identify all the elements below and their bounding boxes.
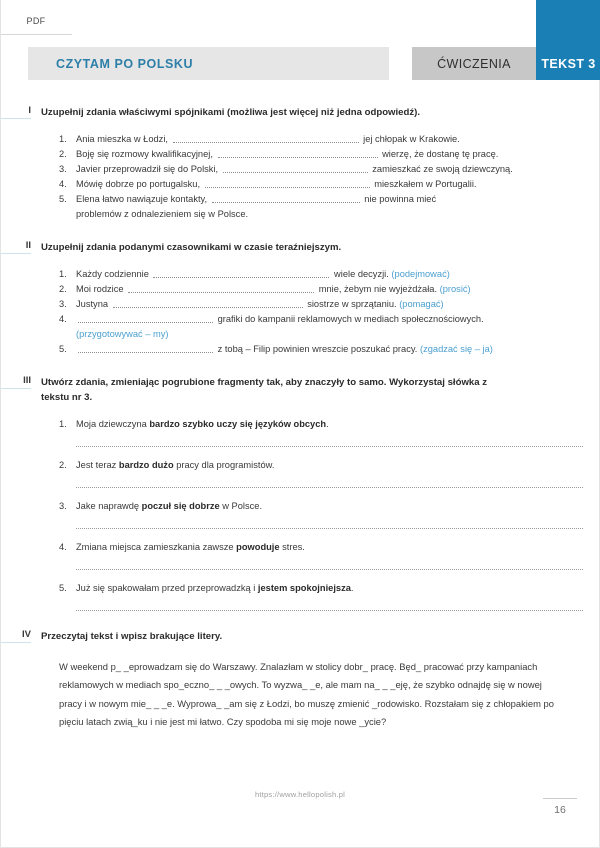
section-label: ĆWICZENIA [437, 56, 511, 71]
item-sentence [59, 581, 600, 596]
item-text: Jest teraz bardzo dużo pracy dla programistów. [76, 460, 275, 471]
answer-blank[interactable] [223, 165, 368, 173]
item-number: 5. [59, 194, 67, 205]
exercise-iii [1, 375, 600, 611]
exercise-header [1, 629, 600, 645]
item-text: Javier przeprowadził się do Polski, zamieszkać ze swoją dziewczyną. [76, 163, 513, 174]
item-number: 2. [59, 148, 67, 159]
item-number: 2. [59, 284, 67, 295]
list-item [59, 267, 600, 282]
exercise-instruction: Utwórz zdania, zmieniając pogrubione fragmenty tak, aby znaczyły to samo. Wykorzystaj słówka z tekstu nr 3. [41, 377, 488, 404]
item-number: 1. [59, 419, 67, 429]
exercise-instruction: Uzupełnij zdania podanymi czasownikami w czasie teraźniejszym. [41, 242, 342, 254]
list-item [59, 581, 600, 611]
list-item [59, 162, 600, 177]
list-item [59, 499, 600, 529]
footer-url: https://www.hellopolish.pl [254, 790, 346, 799]
item-text: Ania mieszka w Łodzi, jej chłopak w Krakowie. [76, 133, 460, 144]
reading-passage: W weekend p_ _eprowadzam się do Warszawy. Znalazłam w stolicy dobr_ pracę. Będ_ pracować przy kampaniach reklamowych w mediach spo_eczno_ _ _owych. To wyzwa_ _e, ale mam na_ _ _eję, że szybko odnajdę się w nowej pracy i w nowym mie_ _ _e. Wyprowa_ _am się z Łodzi, bo muszę zmienić _rodowisko. Rozstałam się z chłopakiem po pięciu latach zwią_ku i nie jest mi łatwo. Czy spodoba mi się moje nowe _ycie? [59, 661, 554, 728]
item-number: 2. [59, 460, 67, 471]
list-item [59, 147, 600, 162]
exercise-list [1, 105, 600, 731]
answer-line[interactable] [76, 519, 583, 529]
text-number-label: TEKST 3 [541, 57, 596, 71]
answer-line[interactable] [76, 601, 583, 611]
exercise-numeral: II [1, 240, 31, 254]
series-title-bar [28, 47, 389, 80]
item-text: Każdy codziennie wiele decyzji. (podejmować) [76, 269, 450, 279]
exercise-instruction: Uzupełnij zdania właściwymi spójnikami (możliwa jest więcej niż jedna odpowiedź). [41, 107, 421, 118]
answer-blank[interactable] [153, 270, 329, 278]
answer-blank[interactable] [113, 300, 303, 308]
item-text: Zmiana miejsca zamieszkania zawsze powoduje stres. [76, 542, 305, 553]
list-item [59, 312, 600, 327]
exercise-header [1, 240, 600, 256]
exercise-header [1, 105, 600, 121]
item-text: grafiki do kampanii reklamowych w mediach społecznościowych. [76, 312, 600, 327]
list-item [59, 417, 600, 447]
page-number: 16 [543, 798, 577, 816]
item-sentence [59, 540, 600, 555]
bold-fragment: poczuł się dobrze [141, 501, 220, 512]
list-item [59, 458, 600, 488]
item-sentence [59, 458, 600, 473]
list-item [59, 177, 600, 192]
masthead [28, 47, 596, 80]
exercise-instruction: Przeczytaj tekst i wpisz brakujące litery. [41, 631, 223, 643]
series-title: CZYTAM PO POLSKU [56, 56, 194, 71]
item-sentence [59, 499, 600, 514]
item-number: 5. [59, 344, 67, 355]
bold-fragment: jestem spokojniejsza [257, 583, 351, 594]
verb-hint: (prosić) [439, 284, 471, 295]
verb-hint: (pomagać) [399, 299, 444, 310]
item-text: Już się spakowałam przed przeprowadzką i jestem spokojniejsza. [76, 583, 354, 594]
item-text: Boję się rozmowy kwalifikacyjnej, wierzę, że dostanę tę pracę. [76, 148, 499, 159]
bold-fragment: bardzo dużo [118, 460, 174, 471]
item-text: Jake naprawdę poczuł się dobrze w Polsce. [76, 501, 263, 512]
pdf-tab-label: PDF [26, 16, 46, 26]
exercise-header [1, 375, 600, 406]
exercise-items [1, 267, 600, 357]
list-item [59, 132, 600, 147]
answer-blank[interactable] [218, 150, 378, 158]
item-number: 4. [59, 314, 67, 325]
item-number: 5. [59, 583, 67, 594]
item-text: Justyna siostrze w sprzątaniu. (pomagać) [76, 299, 444, 310]
answer-line[interactable] [76, 560, 583, 570]
exercise-numeral: III [1, 375, 31, 389]
item-text: Elena łatwo nawiązuje kontakty, nie powinna mieć [76, 194, 437, 205]
exercise-numeral: IV [1, 629, 31, 643]
item-number: 3. [59, 501, 67, 512]
answer-blank[interactable] [212, 195, 360, 203]
exercise-items [1, 417, 600, 611]
bold-fragment: powoduje [236, 542, 280, 553]
answer-blank[interactable] [78, 345, 213, 353]
bold-fragment: bardzo szybko uczy się języków obcych [149, 419, 327, 429]
verb-hint: (przygotowywać – my) [76, 329, 169, 340]
item-text: Moi rodzice mnie, żebym nie wyjeżdżała. (prosić) [76, 284, 471, 295]
item-number: 3. [59, 163, 67, 174]
exercise-items [1, 132, 600, 222]
list-item [59, 192, 600, 207]
exercise-ii [1, 240, 600, 357]
verb-hint: (zgadzać się – ja) [419, 344, 493, 355]
answer-line[interactable] [76, 437, 583, 447]
section-label-bar [412, 47, 536, 80]
item-continuation: problemów z odnalezieniem się w Polsce. [76, 209, 249, 220]
list-item [59, 342, 600, 357]
item-text: Moja dziewczyna bardzo szybko uczy się języków obcych. [76, 419, 329, 429]
item-number: 4. [59, 542, 67, 553]
text-number-tab [536, 0, 600, 80]
answer-blank[interactable] [128, 285, 314, 293]
exercise-i [1, 105, 600, 222]
item-number: 1. [59, 269, 67, 279]
item-number: 3. [59, 299, 67, 310]
item-number: 1. [59, 133, 67, 144]
exercise-iv [1, 629, 600, 731]
item-text: z tobą – Filip powinien wreszcie poszukać pracy. (zgadzać się – ja) [76, 342, 600, 357]
list-item [59, 297, 600, 312]
answer-blank[interactable] [205, 180, 370, 188]
answer-blank[interactable] [78, 315, 213, 323]
list-item [59, 540, 600, 570]
item-text: Mówię dobrze po portugalsku, mieszkałem w Portugalii. [76, 179, 477, 189]
item-sentence [59, 417, 600, 432]
exercise-numeral: I [1, 105, 31, 119]
answer-line[interactable] [76, 478, 583, 488]
verb-hint: (podejmować) [391, 269, 450, 279]
list-item [59, 282, 600, 297]
answer-blank[interactable] [173, 135, 359, 143]
verb-hint-line [59, 327, 600, 342]
item-number: 4. [59, 179, 67, 189]
